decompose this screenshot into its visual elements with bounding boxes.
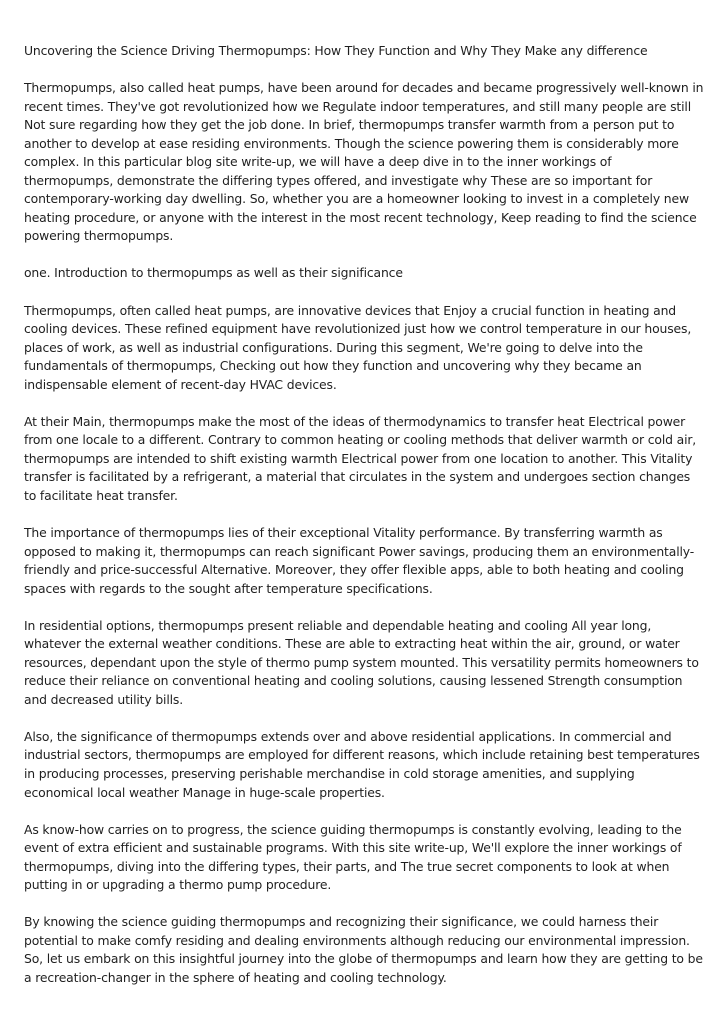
body-paragraph: At their Main, thermopumps make the most of the ideas of thermodynamics to transfer heat Electrical power from one locale to a different. Contrary to common heating or cooling methods that deliver warmth or cold air, thermopumps are intended to shift existing warmth Electrical power from one location to another. This Vitality transfer is facilitated by a refrigerant, a material that circulates in the system and undergoes section changes to facilitate heat transfer. — [24, 413, 697, 503]
body-paragraph: The importance of thermopumps lies of their exceptional Vitality performance. By transferring warmth as opposed to making it, thermopumps can reach significant Power savings, producing them an environmentally-friendly and price-successful Alternative. Moreover, they offer flexible apps, able to both heating and cooling spaces with regards to the sought after temperature specifications. — [24, 524, 695, 596]
section-heading: one. Introduction to thermopumps as well as their significance — [24, 265, 403, 281]
body-paragraph: By knowing the science guiding thermopumps and recognizing their significance, we could harness their potential to make comfy residing and dealing environments although reducing our environmental impression. So, let us embark on this insightful journey into the globe of thermopumps and learn how they are getting to be a recreation-changer in the sphere of heating and cooling technology. — [24, 914, 703, 985]
body-paragraph: As know-how carries on to progress, the science guiding thermopumps is constantly evolving, leading to the event of extra efficient and sustainable programs. With this site write-up, We'll explore the inner workings of thermopumps, diving into the differing types, their parts, and The true secret components to look at when putting in or upgrading a thermo pump procedure. — [24, 821, 682, 893]
document-title: Uncovering the Science Driving Thermopumps: How They Function and Why They Make any difference — [24, 43, 648, 58]
body-paragraph: Thermopumps, often called heat pumps, are innovative devices that Enjoy a crucial function in heating and cooling devices. These refined equipment have revolutionized just how we control temperature in our houses, places of work, as well as industrial configurations. During this segment, We're going to delve into the fundamentals of thermopumps, Checking out how they function and uncovering why they became an indispensable element of recent-day HVAC devices. — [24, 302, 692, 392]
intro-paragraph: Thermopumps, also called heat pumps, have been around for decades and became progressively well-known in recent times. They've got revolutionized how we Regulate indoor temperatures, and still many people are still Not sure regarding how they get the job done. In brief, thermopumps transfer warmth from a person put to another to develop at ease residing environments. Though the science powering them is considerably more complex. In this particular blog site write-up, we will have a deep dive in to the inner workings of thermopumps, demonstrate the differing types offered, and investigate why These are so important for contemporary-working day dwelling. So, whether you are a homeowner looking to invest in a completely new heating procedure, or anyone with the interest in the most recent technology, Keep reading to find the science powering thermopumps. — [24, 80, 704, 244]
document-page — [24, 42, 704, 1006]
body-paragraph: Also, the significance of thermopumps extends over and above residential applications. In commercial and industrial sectors, thermopumps are employed for different reasons, which include retaining best temperatures in producing processes, preserving perishable merchandise in cold storage amenities, and supplying economical local weather Manage in huge-scale properties. — [24, 728, 700, 800]
body-paragraph: In residential options, thermopumps present reliable and dependable heating and cooling All year long, whatever the external weather conditions. These are able to extracting heat within the air, ground, or water resources, dependant upon the style of thermo pump system mounted. This versatility permits homeowners to reduce their reliance on conventional heating and cooling solutions, causing lessened Strength consumption and decreased utility bills. — [24, 617, 699, 707]
